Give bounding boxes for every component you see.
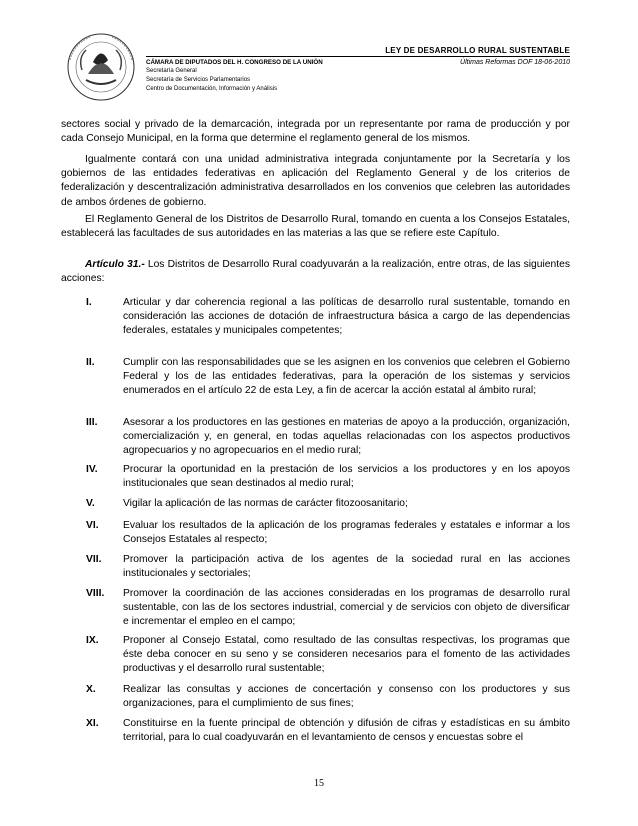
item-number: VIII. <box>86 588 105 599</box>
header-servicios-parlamentarios: Secretaría de Servicios Parlamentarios <box>146 77 251 83</box>
item-text: Proponer al Consejo Estatal, como resultado de las consultas respectivas, los programas que éste deba conocer en su seno y se consideren necesarios para el fomento de las actividades productivas y el desarrollo rural sustentable; <box>123 635 570 675</box>
paragraph-continuation: sectores social y privado de la demarcación, integrada por un representante por rama de producción y por cada Consejo Municipal, en la forma que determine el reglamento general de los mismos. <box>61 119 570 145</box>
item-number: X. <box>86 684 96 695</box>
list-item <box>61 553 570 581</box>
item-text: Evaluar los resultados de la aplicación de los programas federales y estatales e informar a los Consejos Estatales al respecto; <box>123 520 570 546</box>
header-secretaria-general: Secretaría General <box>146 68 197 74</box>
paragraph-administrative-unit: Igualmente contará con una unidad administrativa integrada conjuntamente por la Secretaría y los gobiernos de las entidades federativas en aplicación del Reglamento General y de los criterios de federalización y descentralización administrativa desarrollados en los convenios que celebren las autoridades de ambos órdenes de gobierno. <box>61 154 570 208</box>
item-text: Promover la coordinación de las acciones consideradas en los programas de desarrollo rural sustentable, con las de los sectores industrial, comercial y de servicios con objeto de diversificar e incrementar el empleo en el campo; <box>123 588 570 628</box>
paragraph-general-regulation: El Reglamento General de los Distritos de Desarrollo Rural, tomando en cuenta a los Consejos Estatales, establecerá las facultades de sus autoridades en las materias a las que se refiere este Capítulo. <box>61 214 570 240</box>
item-number: I. <box>86 297 92 308</box>
item-number: V. <box>86 498 95 509</box>
page-number: 15 <box>314 778 324 789</box>
mexican-coat-of-arms-seal-icon <box>60 32 142 102</box>
chamber-name: CÁMARA DE DIPUTADOS DEL H. CONGRESO DE LA UNIÓN <box>146 59 323 66</box>
law-title: LEY DE DESARROLLO RURAL SUSTENTABLE <box>385 46 570 55</box>
item-text: Cumplir con las responsabilidades que se les asignen en los convenios que celebren el Gobierno Federal y los de las entidades federativas, para la operación de los sistemas y servicios enumerados en el artículo 22 de esta Ley, a fin de acercar la acción estatal al ámbito rural; <box>123 357 570 397</box>
article-31-intro <box>61 258 570 286</box>
last-reform-date: Últimas Reformas DOF 18-06-2010 <box>460 59 570 66</box>
item-text: Realizar las consultas y acciones de concertación y consenso con los productores y sus organizaciones, para el cumplimiento de sus fines; <box>123 684 570 710</box>
list-item <box>61 519 570 547</box>
list-item <box>61 416 570 459</box>
article-intro-text: Los Distritos de Desarrollo Rural coadyuvarán a la realización, entre otras, de las siguientes acciones: <box>61 259 570 285</box>
item-number: III. <box>86 417 98 428</box>
list-item <box>61 463 570 491</box>
item-number: IV. <box>86 464 98 475</box>
item-text: Constituirse en la fuente principal de obtención y difusión de cifras y estadísticas en su ámbito territorial, para lo cual coadyuvarán en el levantamiento de censos y encuestas sobre el <box>123 718 570 744</box>
item-text: Procurar la oportunidad en la prestación de los servicios a los productores y en los apoyos institucionales que sean destinados al medio rural; <box>123 464 570 490</box>
item-text: Articular y dar coherencia regional a las políticas de desarrollo rural sustentable, tomando en consideración las acciones de dotación de infraestructura básica a cargo de las dependencias federales, estatales y municipales competentes; <box>123 297 570 337</box>
header-divider <box>146 56 570 57</box>
item-number: II. <box>86 357 95 368</box>
item-number: VI. <box>86 520 99 531</box>
article-heading: Artículo 31.- <box>85 259 145 270</box>
list-item <box>61 587 570 630</box>
list-item <box>61 296 570 339</box>
list-item <box>61 634 570 677</box>
item-text: Promover la participación activa de los agentes de la sociedad rural en las acciones institucionales y sectoriales; <box>123 554 570 580</box>
item-text: Asesorar a los productores en las gestiones en materias de apoyo a la producción, organización, comercialización y, en general, en todas aquellas relacionadas con los aspectos productivos agropecuarios y no agropecuarios en el medio rural; <box>123 417 570 457</box>
item-number: VII. <box>86 554 102 565</box>
list-item <box>61 717 570 745</box>
list-item <box>61 683 570 711</box>
list-item <box>61 497 570 511</box>
item-number: IX. <box>86 635 99 646</box>
header-centro-documentacion: Centro de Documentación, Información y Análisis <box>146 86 278 92</box>
list-item <box>61 356 570 399</box>
item-text: Vigilar la aplicación de las normas de carácter fitozoosanitario; <box>123 498 408 509</box>
item-number: XI. <box>86 718 99 729</box>
